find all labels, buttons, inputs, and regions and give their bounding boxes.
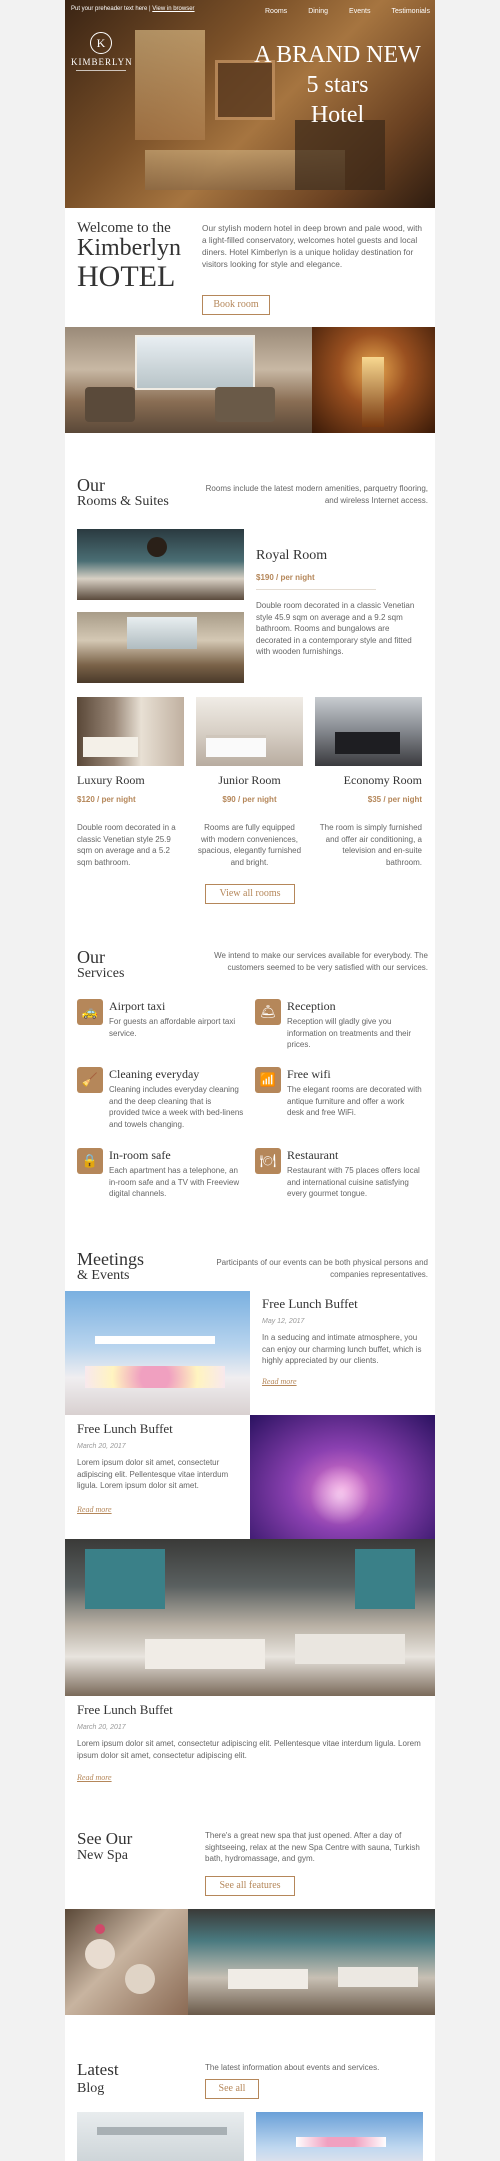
- hero-line-2: 5 stars: [306, 72, 369, 98]
- rooms-intro: Rooms include the latest modern amenities, parquetry flooring, and wireless Internet access.: [205, 484, 428, 505]
- spa-text: There's a great new spa that just opened. After a day of sightseeing, relax at the new Spa Centre with sauna, Turkish bath, hydromassage, and gym.: [205, 1831, 420, 1863]
- hero-line-1: A BRAND NEW: [254, 42, 421, 68]
- economy-room-name: Economy Room: [343, 773, 422, 787]
- spa-title-line-1: See Our: [77, 1829, 133, 1848]
- service-title-wifi: Free wifi: [287, 1067, 331, 1081]
- royal-room-divider: [256, 589, 376, 590]
- see-all-blog-button[interactable]: See all: [205, 2079, 259, 2099]
- lounge-image: [65, 327, 312, 433]
- reception-icon: 🛎: [255, 999, 281, 1025]
- royal-room-name: Royal Room: [256, 548, 328, 563]
- see-all-features-button[interactable]: See all features: [205, 1876, 295, 1896]
- preheader: Put your preheader text here | View in browser: [71, 6, 195, 12]
- event-3-date: March 20, 2017: [77, 1724, 126, 1731]
- preheader-text: Put your preheader text here: [71, 6, 148, 12]
- service-title-restaurant: Restaurant: [287, 1148, 339, 1162]
- event-1-date: May 12, 2017: [262, 1318, 305, 1325]
- event-2-title: Free Lunch Buffet: [77, 1421, 173, 1436]
- wifi-icon: 📶: [255, 1067, 281, 1093]
- welcome-line-2: Kimberlyn: [77, 235, 181, 261]
- safe-icon: 🔒: [77, 1148, 103, 1174]
- blog-title: [77, 2060, 119, 2098]
- spa-room-image: [188, 1909, 435, 2015]
- meetings-intro: Participants of our events can be both physical persons and companies representatives.: [216, 1258, 428, 1279]
- luxury-room-image: [77, 697, 184, 766]
- taxi-icon: 🚕: [77, 999, 103, 1025]
- logo-name: KIMBERLYN: [71, 57, 133, 67]
- corridor-image: [312, 327, 435, 433]
- event-venue-image: [250, 1415, 435, 1539]
- service-text-cleaning: Cleaning includes everyday cleaning and the deep cleaning that is provided twice a week with bed-linens and towels changing.: [109, 1085, 244, 1129]
- services-title: [77, 948, 124, 982]
- meetings-title-line-1: Meetings: [77, 1249, 144, 1269]
- service-title-safe: In-room safe: [109, 1148, 171, 1162]
- economy-room-text: The room is simply furnished and offer air conditioning, a television and en-suite bathroom.: [319, 823, 422, 867]
- meetings-title: [77, 1250, 144, 1284]
- luxury-room-name: Luxury Room: [77, 773, 145, 787]
- event-3-read-more[interactable]: Read more: [77, 1773, 112, 1782]
- event-3-text: Lorem ipsum dolor sit amet, consectetur adipiscing elit. Pellentesque vitae interdum ligula. Lorem ipsum dolor sit amet, consectetur adipiscing elit.: [77, 1739, 421, 1760]
- royal-room-image-2: [77, 612, 244, 683]
- spa-title: [77, 1830, 132, 1864]
- economy-room-price: $35 / per night: [367, 795, 422, 804]
- logo-emblem: K: [90, 32, 112, 54]
- service-text-safe: Each apartment has a telephone, an in-room safe and a TV with Freeview digital channels.: [109, 1166, 240, 1198]
- nav-rooms[interactable]: Rooms: [265, 8, 288, 15]
- welcome-title: [77, 220, 197, 293]
- nav-dining[interactable]: Dining: [308, 8, 329, 15]
- top-nav: [265, 8, 430, 15]
- cleaning-icon: 🧹: [77, 1067, 103, 1093]
- service-title-reception: Reception: [287, 999, 336, 1013]
- services-title-line-1: Our: [77, 947, 105, 967]
- event-1-text: In a seducing and intimate atmosphere, you can enjoy our charming lunch buffet, which is highly appreciated by our clients.: [262, 1333, 422, 1365]
- meetings-title-line-2: & Events: [77, 1268, 130, 1283]
- junior-room-text: Rooms are fully equipped with modern conveniences, spacious, elegantly furnished and bright.: [197, 823, 302, 867]
- rooms-title: [77, 476, 169, 510]
- event-1-title: Free Lunch Buffet: [262, 1296, 358, 1311]
- services-intro: We intend to make our services available for everybody. The customers seemed to be very satisfied with our services.: [214, 951, 428, 972]
- event-1-read-more[interactable]: Read more: [262, 1377, 297, 1386]
- blog-title-line-1: Latest: [77, 2060, 119, 2079]
- blog-title-line-2: Blog: [77, 2081, 105, 2096]
- event-wedding-image: [65, 1291, 250, 1415]
- blog-image-2: [256, 2112, 423, 2161]
- welcome-line-3: HOTEL: [77, 260, 176, 293]
- junior-room-price: $90 / per night: [222, 795, 277, 804]
- book-room-button[interactable]: Book room: [202, 295, 270, 315]
- blog-text: The latest information about events and services.: [205, 2063, 380, 2072]
- service-text-wifi: The elegant rooms are decorated with antique furniture and offer a work desk and free WiFi.: [287, 1085, 422, 1117]
- restaurant-icon: 🍽: [255, 1148, 281, 1174]
- economy-room-image: [315, 697, 422, 766]
- event-2-date: March 20, 2017: [77, 1443, 126, 1450]
- event-spa-image: [65, 1539, 435, 1696]
- service-text-restaurant: Restaurant with 75 places offers local and international cuisine satisfying every gourmet tongue.: [287, 1166, 420, 1198]
- rooms-title-line-2: Rooms & Suites: [77, 494, 169, 509]
- nav-events[interactable]: Events: [349, 8, 371, 15]
- luxury-room-text: Double room decorated in a classic Venetian style 25.9 sqm on average and a 5.2 sqm bathroom.: [77, 823, 176, 867]
- spa-towels-image: [65, 1909, 188, 2015]
- service-text-airport-taxi: For guests an affordable airport taxi service.: [109, 1017, 236, 1038]
- welcome-text: Our stylish modern hotel in deep brown and pale wood, with a light-filled conservatory, welcomes hotel guests and local diners. Hotel Kimberlyn is a unique holiday destination for visitors looking for style and elegance.: [202, 223, 422, 269]
- junior-room-image: [196, 697, 303, 766]
- event-3-title: Free Lunch Buffet: [77, 1702, 173, 1717]
- nav-testimonials[interactable]: Testimonials: [391, 8, 430, 15]
- hero-line-3: Hotel: [310, 102, 365, 128]
- email-container: [65, 0, 435, 2161]
- luxury-room-price: $120 / per night: [77, 795, 136, 804]
- service-text-reception: Reception will gladly give you information on treatments and their prices.: [287, 1017, 412, 1049]
- royal-room-text: Double room decorated in a classic Venetian style 45.9 sqm on average and a 9.2 sqm bathroom. Rooms and bungalows are decorated in a contemporary style and fitted with wooden furnishings.: [256, 601, 415, 656]
- blog-image-1: [77, 2112, 244, 2161]
- view-in-browser-link[interactable]: View in browser: [152, 6, 195, 12]
- logo[interactable]: [71, 32, 131, 71]
- services-title-line-2: Services: [77, 966, 125, 981]
- view-all-rooms-button[interactable]: View all rooms: [205, 884, 295, 904]
- hero-headline: [245, 40, 430, 130]
- service-title-airport-taxi: Airport taxi: [109, 999, 166, 1013]
- rooms-title-line-1: Our: [77, 475, 105, 495]
- welcome-line-1: Welcome to the: [77, 220, 171, 236]
- service-title-cleaning: Cleaning everyday: [109, 1067, 200, 1081]
- royal-room-price: $190 / per night: [256, 573, 315, 582]
- spa-title-line-2: New Spa: [77, 1848, 128, 1863]
- event-2-read-more[interactable]: Read more: [77, 1505, 112, 1514]
- royal-room-image-1: [77, 529, 244, 600]
- event-2-text: Lorem ipsum dolor sit amet, consectetur adipiscing elit. Pellentesque vitae interdum ligula. Lorem ipsum dolor sit amet.: [77, 1458, 229, 1490]
- junior-room-name: Junior Room: [218, 773, 281, 787]
